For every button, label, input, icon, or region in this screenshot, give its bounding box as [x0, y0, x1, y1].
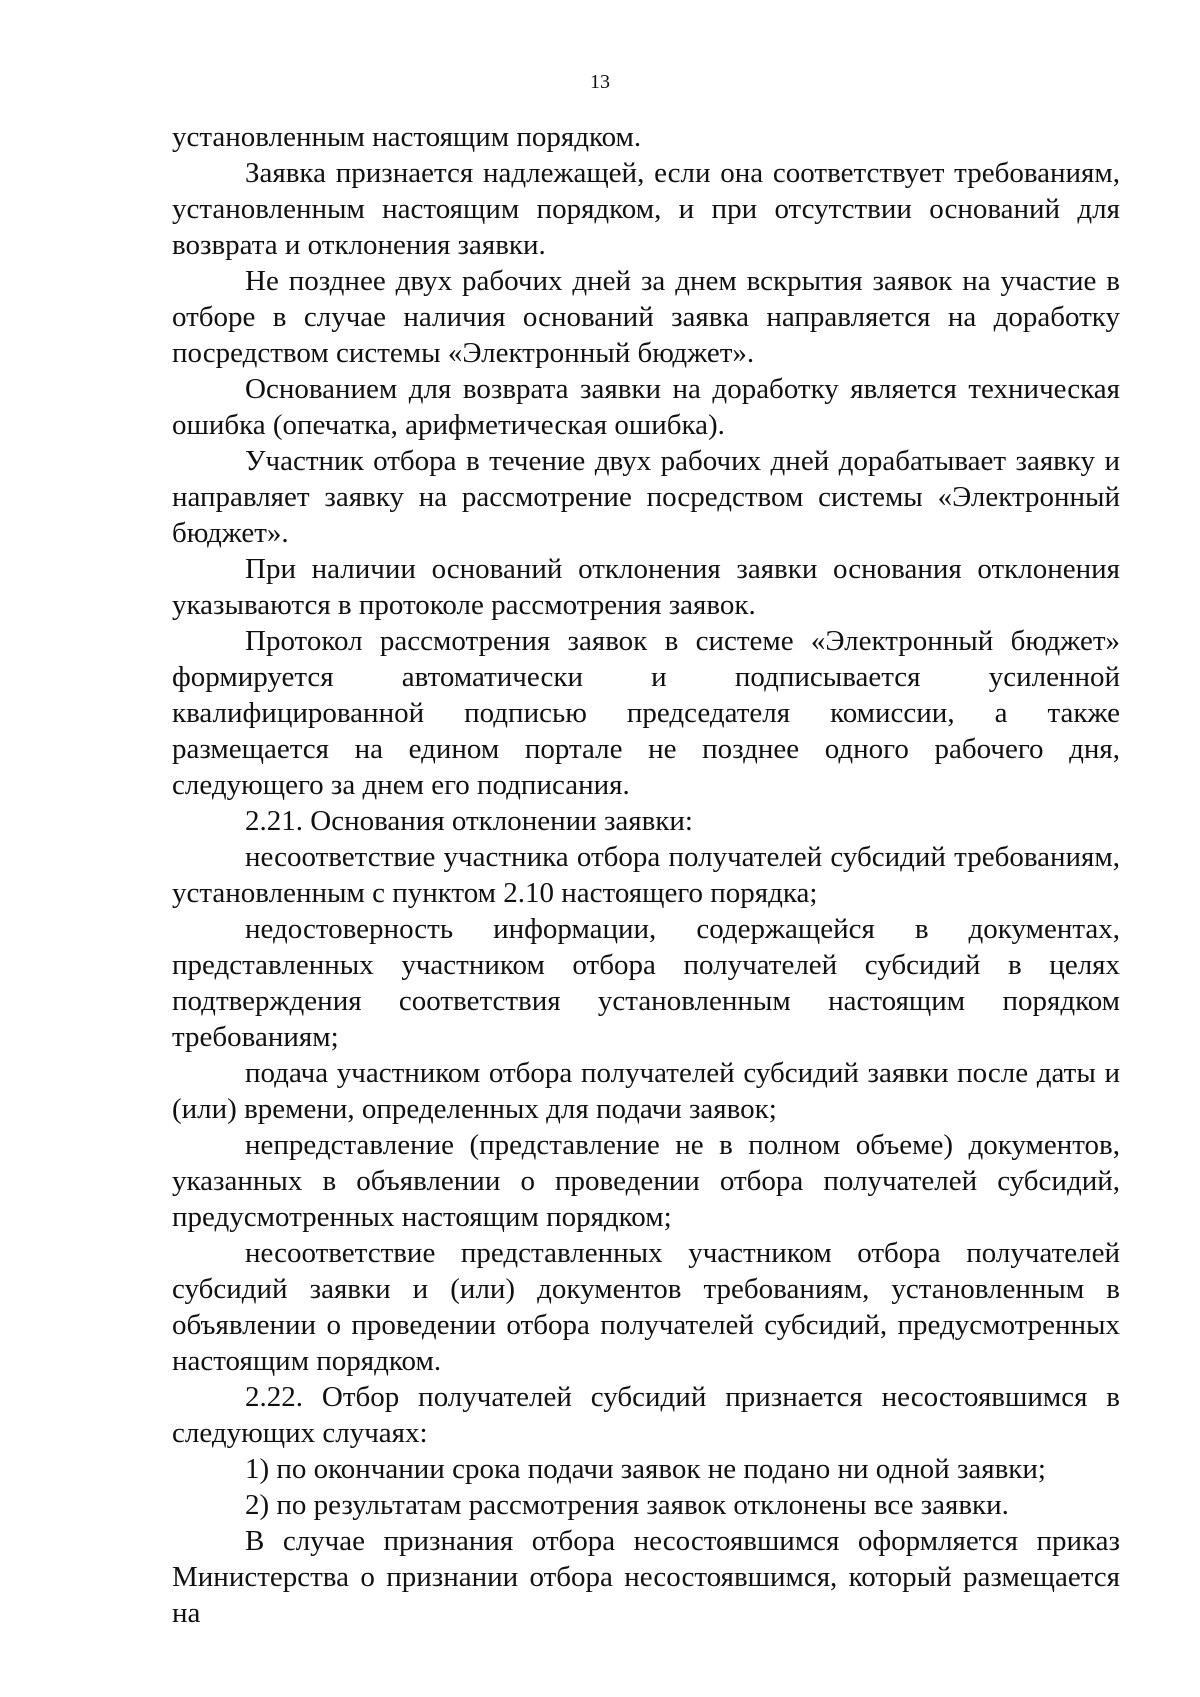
paragraph: Не позднее двух рабочих дней за днем вскрытия заявок на участие в отборе в случае наличия оснований заявка направляется на доработку посредством системы «Электронный бюджет». — [172, 265, 1120, 369]
section-heading: 2.22. Отбор получателей субсидий признается несостоявшимся в следующих случаях: — [172, 1381, 1120, 1449]
paragraph: Протокол рассмотрения заявок в системе «Электронный бюджет» формируется автоматически и подписывается усиленной квалифицированной подписью председателя комиссии, а также размещается на едином портале не позднее одного рабочего дня, следующего за днем его подписания. — [172, 625, 1120, 801]
numbered-item: 2) по результатам рассмотрения заявок отклонены все заявки. — [245, 1489, 1009, 1521]
numbered-item: 1) по окончании срока подачи заявок не подано ни одной заявки; — [245, 1453, 1046, 1485]
list-paragraph: недостоверность информации, содержащейся в документах, представленных участником отбора получателей субсидий в целях подтверждения соответствия установленным настоящим порядком требованиям; — [172, 913, 1120, 1053]
paragraph: установленным настоящим порядком. — [172, 121, 642, 153]
paragraph: Участник отбора в течение двух рабочих дней дорабатывает заявку и направляет заявку на рассмотрение посредством системы «Электронный бюджет». — [172, 445, 1120, 549]
paragraph: Заявка признается надлежащей, если она соответствует требованиям, установленным настоящим порядком, и при отсутствии оснований для возврата и отклонения заявки. — [172, 157, 1120, 261]
paragraph: В случае признания отбора несостоявшимся оформляется приказ Министерства о признании отбора несостоявшимся, который размещается на — [172, 1525, 1120, 1629]
list-paragraph: подача участником отбора получателей субсидий заявки после даты и (или) времени, определенных для подачи заявок; — [172, 1057, 1120, 1125]
list-paragraph: непредставление (представление не в полном объеме) документов, указанных в объявлении о проведении отбора получателей субсидий, предусмотренных настоящим порядком; — [172, 1129, 1120, 1233]
document-body — [172, 119, 1120, 1631]
list-paragraph: несоответствие представленных участником отбора получателей субсидий заявки и (или) документов требованиям, установленным в объявлении о проведении отбора получателей субсидий, предусмотренных настоящим порядком. — [172, 1237, 1120, 1377]
section-heading: 2.21. Основания отклонении заявки: — [245, 805, 693, 837]
page-number: 13 — [590, 71, 610, 93]
paragraph: Основанием для возврата заявки на доработку является техническая ошибка (опечатка, арифметическая ошибка). — [172, 373, 1120, 441]
paragraph: При наличии оснований отклонения заявки основания отклонения указываются в протоколе рассмотрения заявок. — [172, 553, 1120, 621]
list-paragraph: несоответствие участника отбора получателей субсидий требованиям, установленным с пунктом 2.10 настоящего порядка; — [172, 841, 1120, 909]
